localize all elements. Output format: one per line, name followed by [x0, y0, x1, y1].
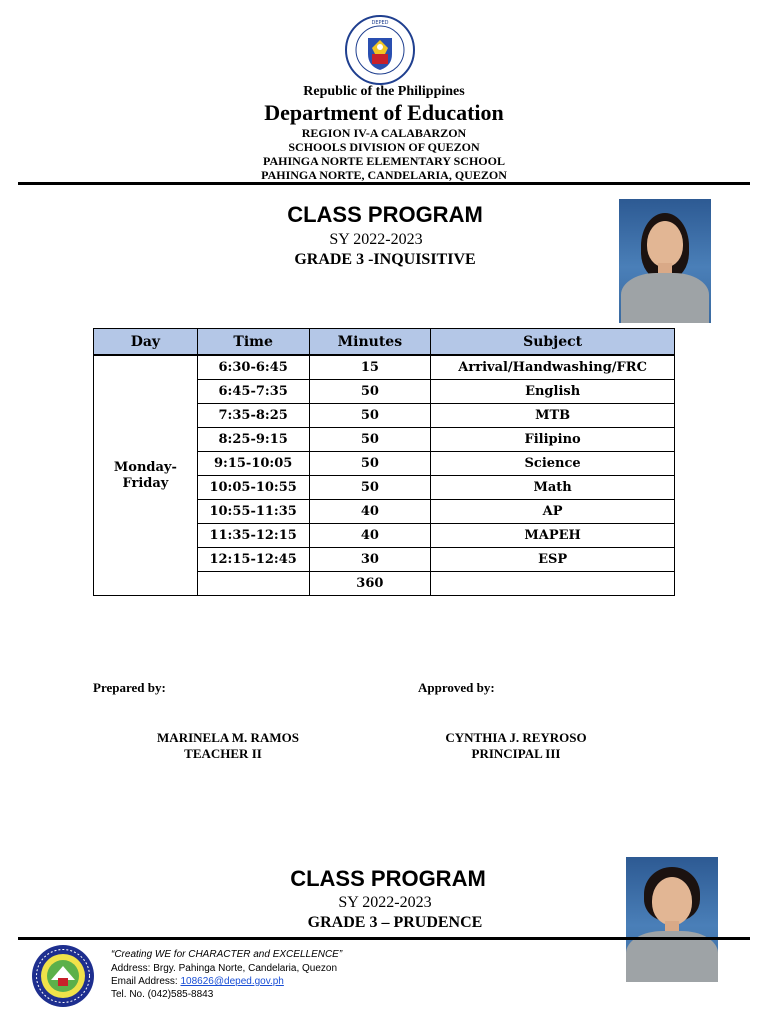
header-subject: Subject [431, 329, 675, 356]
prepared-by-name: MARINELA M. RAMOS [157, 730, 299, 745]
region-line: REGION IV-A CALABARZON [301, 126, 467, 140]
subject-cell: AP [431, 500, 675, 524]
subject-cell-empty [431, 572, 675, 596]
republic-line: Republic of the Philippines [303, 84, 465, 99]
header-day: Day [94, 329, 198, 356]
header-time: Time [197, 329, 309, 356]
header-divider [18, 182, 750, 185]
minutes-cell: 50 [309, 452, 431, 476]
division-line: SCHOOLS DIVISION OF QUEZON [288, 140, 480, 154]
school-year: SY 2022-2023 [329, 231, 423, 248]
subject-cell: Filipino [431, 428, 675, 452]
time-cell: 6:45-7:35 [197, 380, 309, 404]
minutes-cell: 50 [309, 404, 431, 428]
subject-cell: MAPEH [431, 524, 675, 548]
class-program-title-2: CLASS PROGRAM [290, 866, 486, 891]
email-link[interactable]: 108626@deped.gov.ph [180, 976, 284, 987]
footer-divider [18, 937, 750, 940]
minutes-cell: 50 [309, 428, 431, 452]
minutes-cell: 30 [309, 548, 431, 572]
time-cell: 6:30-6:45 [197, 355, 309, 380]
footer-address: Address: Brgy. Pahinga Norte, Candelaria, Quezon [111, 963, 338, 974]
school-motto: “Creating WE for CHARACTER and EXCELLENCE” [111, 949, 343, 960]
footer-email-label: Email Address: [111, 976, 181, 987]
class-program-table [93, 328, 675, 596]
grade-section-2: GRADE 3 – PRUDENCE [307, 914, 483, 931]
time-cell: 8:25-9:15 [197, 428, 309, 452]
header-minutes: Minutes [309, 329, 431, 356]
teacher-photo-2 [626, 857, 718, 982]
total-minutes-cell: 360 [309, 572, 431, 596]
minutes-cell: 15 [309, 355, 431, 380]
table-row [94, 355, 675, 380]
time-cell-empty [197, 572, 309, 596]
subject-cell: ESP [431, 548, 675, 572]
time-cell: 9:15-10:05 [197, 452, 309, 476]
class-program-title: CLASS PROGRAM [287, 202, 483, 227]
minutes-cell: 50 [309, 476, 431, 500]
time-cell: 10:55-11:35 [197, 500, 309, 524]
table-header-row [94, 329, 675, 356]
prepared-by-label: Prepared by: [93, 680, 166, 695]
approved-by-position: PRINCIPAL III [471, 746, 561, 761]
time-cell: 10:05-10:55 [197, 476, 309, 500]
svg-text:DEPED: DEPED [371, 20, 389, 26]
approved-by-name: CYNTHIA J. REYROSO [445, 730, 587, 745]
grade-section: GRADE 3 -INQUISITIVE [294, 251, 476, 268]
prepared-by-position: TEACHER II [184, 746, 262, 761]
minutes-cell: 50 [309, 380, 431, 404]
day-cell: Monday- Friday [94, 355, 198, 596]
minutes-cell: 40 [309, 500, 431, 524]
approved-by-label: Approved by: [418, 680, 495, 695]
subject-cell: Math [431, 476, 675, 500]
subject-cell: Arrival/Handwashing/FRC [431, 355, 675, 380]
footer-email-line [111, 975, 284, 988]
time-cell: 12:15-12:45 [197, 548, 309, 572]
department-title: Department of Education [264, 100, 504, 125]
school-logo [31, 944, 95, 1008]
time-cell: 11:35-12:15 [197, 524, 309, 548]
school-year-2: SY 2022-2023 [338, 894, 432, 911]
teacher-photo [619, 199, 711, 323]
deped-seal-logo [344, 14, 416, 86]
subject-cell: MTB [431, 404, 675, 428]
subject-cell: Science [431, 452, 675, 476]
school-address-line: PAHINGA NORTE, CANDELARIA, QUEZON [261, 168, 507, 182]
minutes-cell: 40 [309, 524, 431, 548]
footer-telephone: Tel. No. (042)585-8843 [111, 989, 214, 1000]
subject-cell: English [431, 380, 675, 404]
time-cell: 7:35-8:25 [197, 404, 309, 428]
school-line: PAHINGA NORTE ELEMENTARY SCHOOL [263, 154, 505, 168]
